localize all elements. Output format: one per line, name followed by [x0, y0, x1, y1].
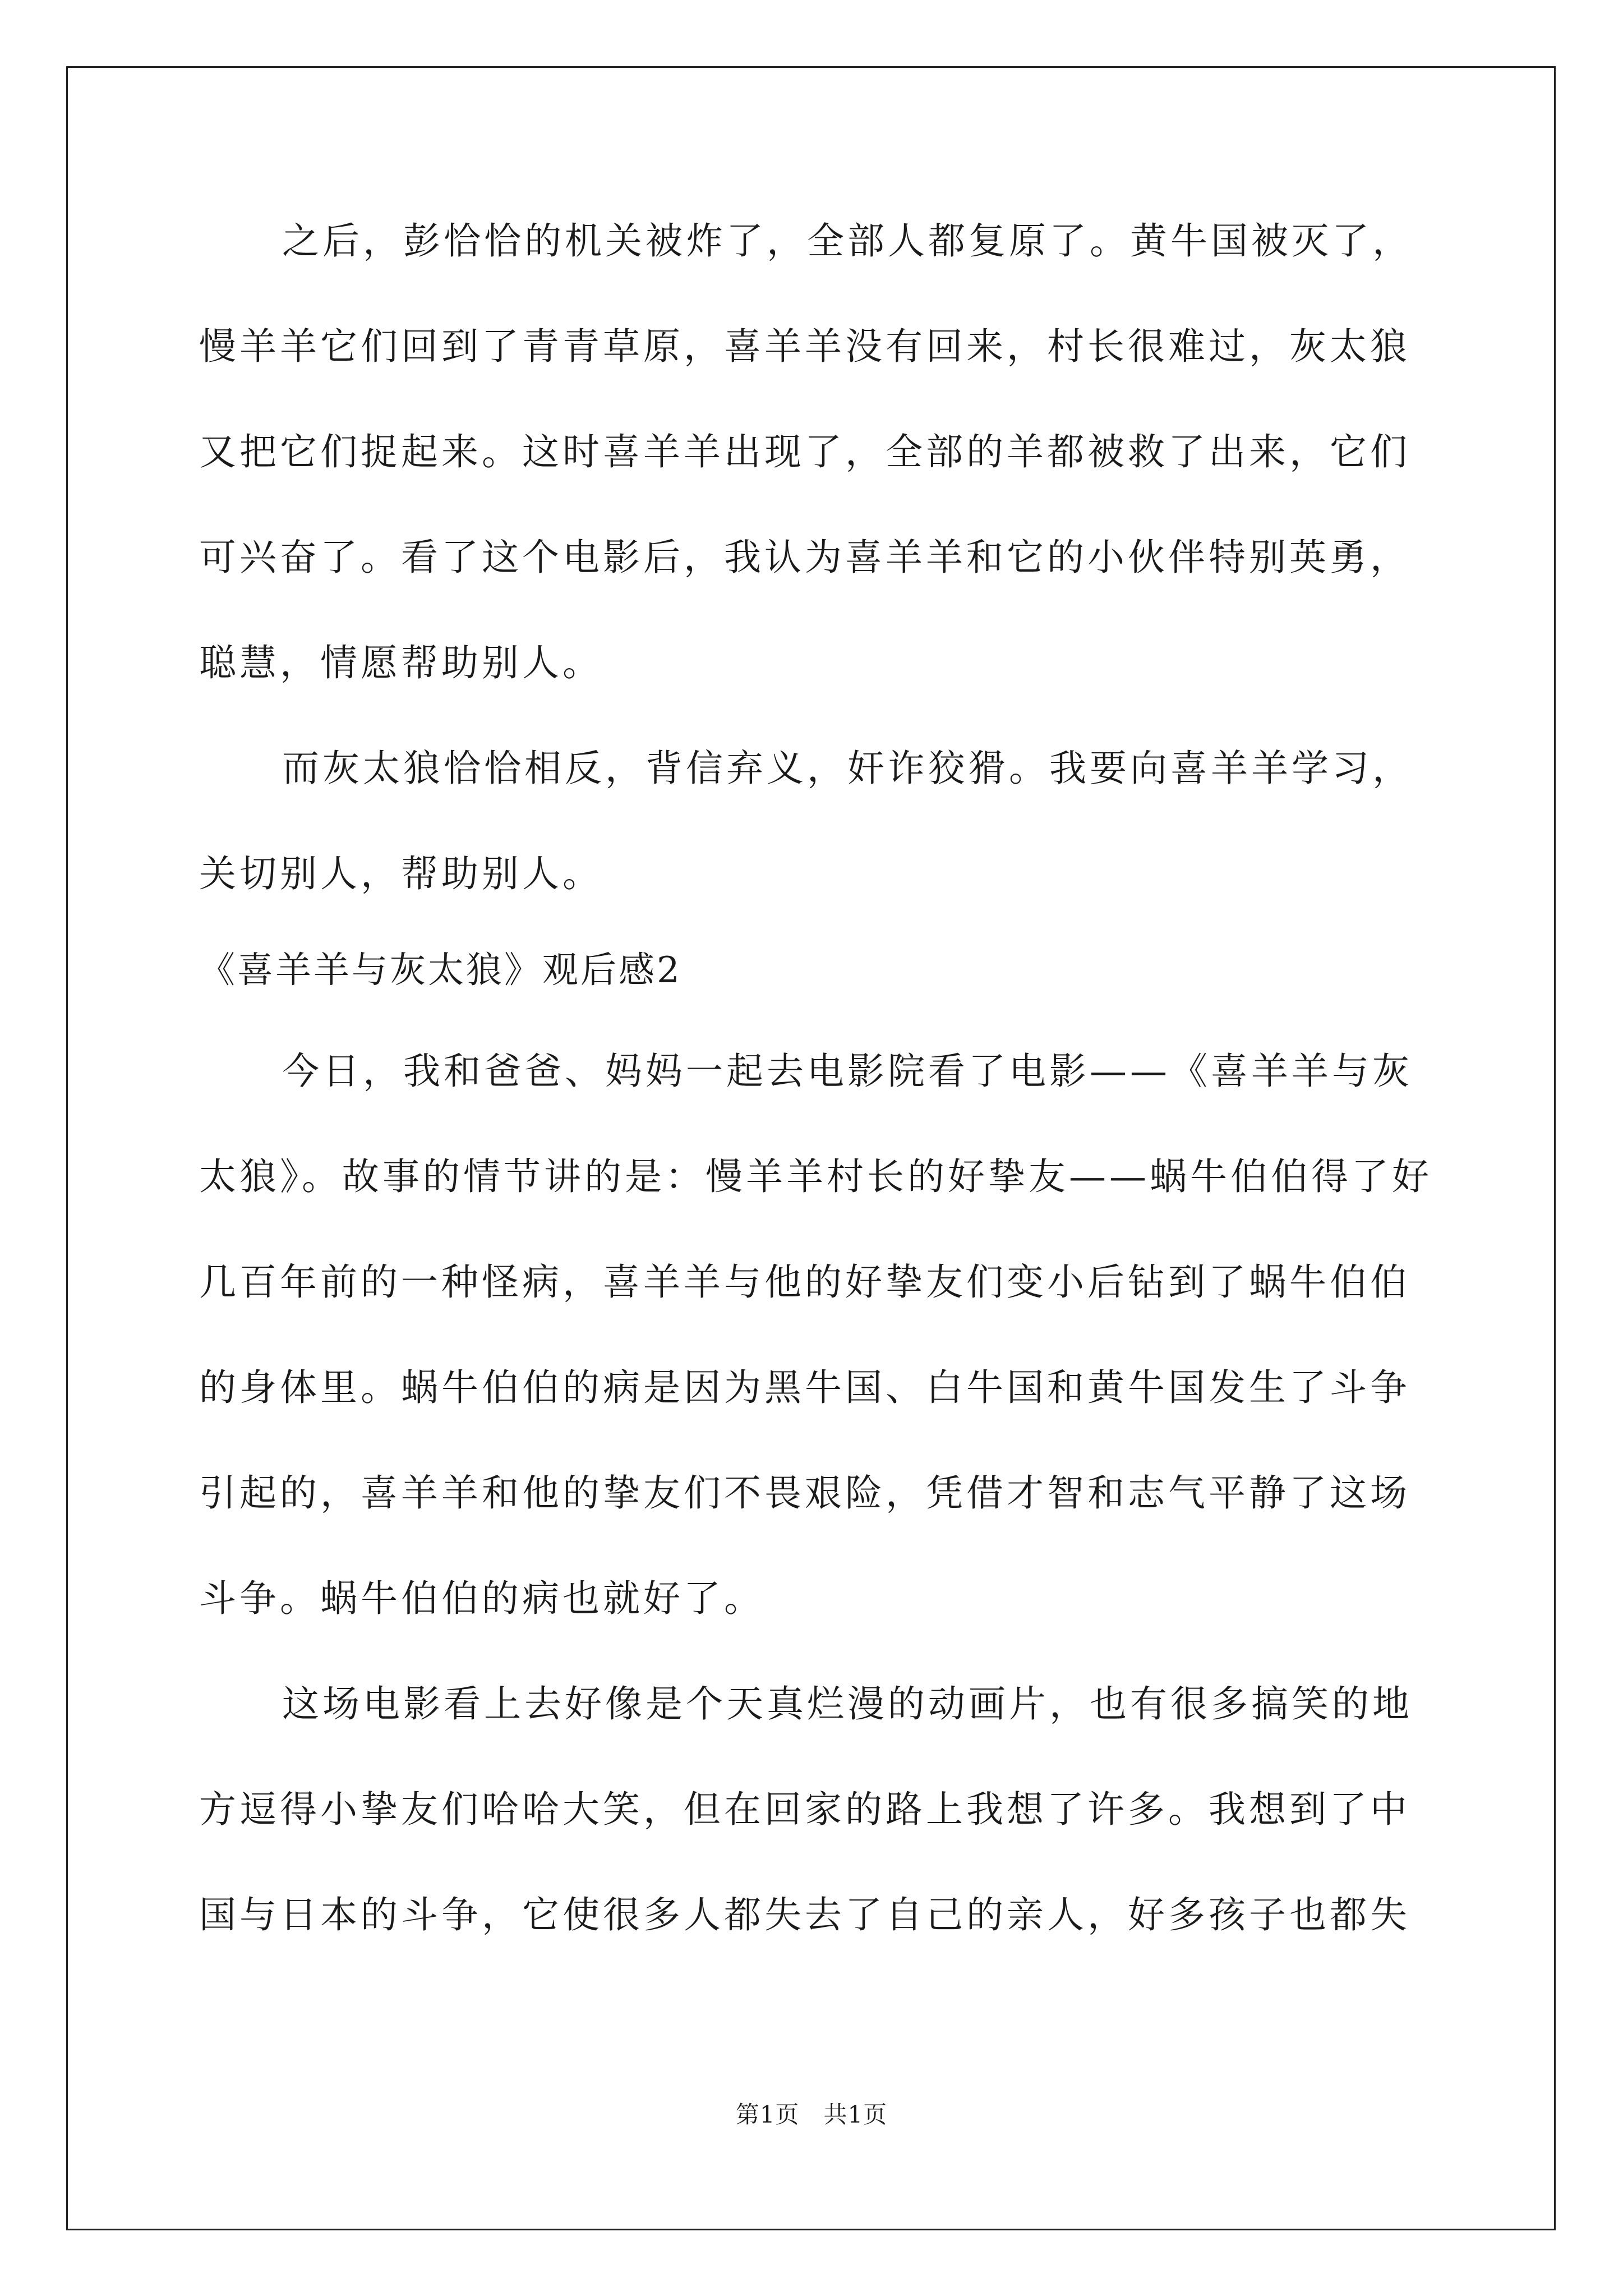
- paragraph-3-line-4: 的身体里。蜗牛伯伯的病是因为黑牛国、白牛国和黄牛国发生了斗争: [199, 1366, 1410, 1409]
- paragraph-2-line-1: 而灰太狼恰恰相反，背信弃义，奸诈狡猾。我要向喜羊羊学习，: [282, 747, 1413, 790]
- paragraph-1-line-3: 又把它们捉起来。这时喜羊羊出现了，全部的羊都被救了出来，它们: [199, 430, 1410, 473]
- paragraph-4-line-2: 方逗得小挚友们哈哈大笑，但在回家的路上我想了许多。我想到了中: [199, 1788, 1410, 1831]
- paragraph-1-line-1: 之后，彭恰恰的机关被炸了，全部人都复原了。黄牛国被灭了，: [282, 219, 1413, 263]
- paragraph-1-line-2: 慢羊羊它们回到了青青草原，喜羊羊没有回来，村长很难过，灰太狼: [199, 325, 1410, 368]
- paragraph-3-line-2: 太狼》。故事的情节讲的是：慢羊羊村长的好挚友——蜗牛伯伯得了好: [199, 1155, 1432, 1198]
- paragraph-1-line-5: 聪慧，情愿帮助别人。: [199, 641, 603, 684]
- paragraph-3-line-1: 今日，我和爸爸、妈妈一起去电影院看了电影——《喜羊羊与灰: [282, 1050, 1413, 1093]
- paragraph-2-line-2: 关切别人，帮助别人。: [199, 852, 603, 895]
- paragraph-4-line-3: 国与日本的斗争，它使很多人都失去了自己的亲人，好多孩子也都失: [199, 1893, 1410, 1936]
- page-number-footer: 第1页 共1页: [735, 2101, 888, 2128]
- section-heading: 《喜羊羊与灰太狼》观后感2: [199, 950, 682, 991]
- paragraph-4-line-1: 这场电影看上去好像是个天真烂漫的动画片，也有很多搞笑的地: [282, 1682, 1413, 1726]
- paragraph-1-line-4: 可兴奋了。看了这个电影后，我认为喜羊羊和它的小伙伴特别英勇，: [199, 536, 1410, 579]
- paragraph-3-line-6: 斗争。蜗牛伯伯的病也就好了。: [199, 1577, 764, 1620]
- paragraph-3-line-5: 引起的，喜羊羊和他的挚友们不畏艰险，凭借才智和志气平静了这场: [199, 1471, 1410, 1515]
- paragraph-3-line-3: 几百年前的一种怪病，喜羊羊与他的好挚友们变小后钻到了蜗牛伯伯: [199, 1260, 1410, 1304]
